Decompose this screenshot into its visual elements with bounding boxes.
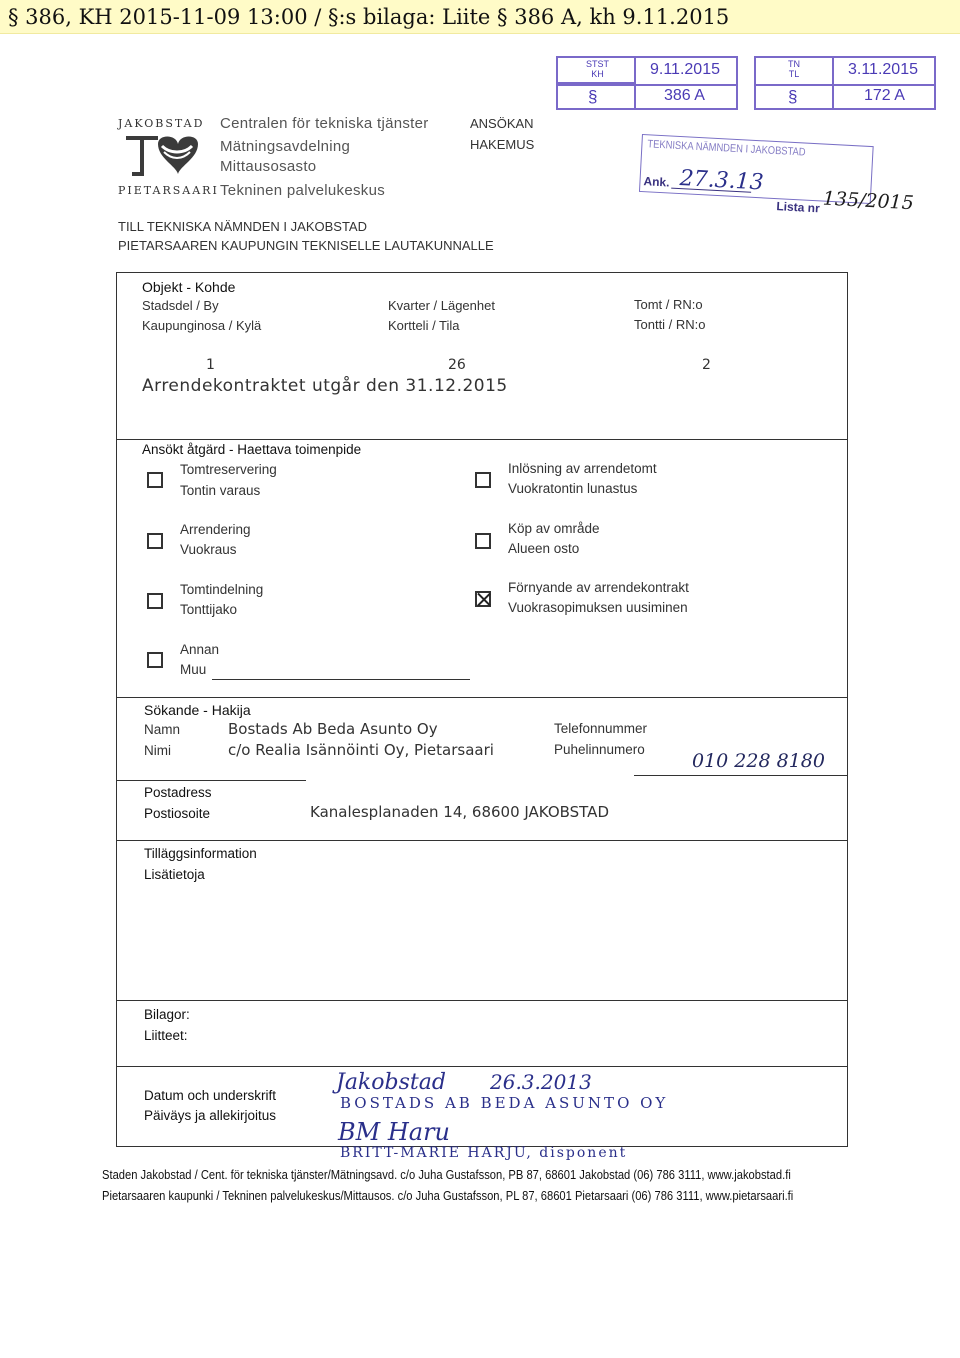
object-note: Arrendekontraktet utgår den 31.12.2015 (142, 376, 508, 396)
option-fornyande-fi: Vuokrasopimuksen uusiminen (508, 600, 688, 615)
logo-city-sv: JAKOBSTAD (118, 117, 205, 130)
dept-line-4: Tekninen palvelukeskus (220, 182, 386, 199)
stamp-left-section-symbol: § (588, 87, 598, 106)
option-tomtreservering-sv: Tomtreservering (180, 462, 277, 477)
signature-company: BOSTADS AB BEDA ASUNTO OY (340, 1094, 669, 1112)
stamp-right-org-top: TN (788, 59, 800, 69)
option-kop-fi: Alueen osto (508, 541, 580, 556)
checkbox-inlosning[interactable] (475, 472, 491, 488)
option-annan-sv: Annan (180, 642, 220, 657)
stamp-right-date: 3.11.2015 (848, 61, 918, 78)
dept-line-1: Centralen för tekniska tjänster (220, 115, 429, 132)
signature-label-fi: Päiväys ja allekirjoitus (144, 1108, 277, 1123)
stamp-left-org-top: STST (586, 59, 610, 69)
stamp-right-section-symbol: § (788, 87, 798, 106)
meeting-stamp-tl (754, 56, 936, 110)
object-label-plot-sv: Tomt / RN:o (634, 297, 703, 312)
signature-printed-name: BRITT-MARIE HARJU, disponent (340, 1145, 628, 1161)
stamp-left-date: 9.11.2015 (650, 61, 720, 78)
object-label-district-sv: Stadsdel / By (142, 298, 219, 313)
attachments-label-fi: Liitteet: (144, 1028, 188, 1043)
action-heading: Ansökt åtgärd - Haettava toimenpide (142, 442, 362, 457)
object-label-block-fi: Kortteli / Tila (388, 318, 460, 333)
option-kop-sv: Köp av område (508, 521, 600, 536)
doc-type-fi: HAKEMUS (470, 137, 535, 152)
option-arrendering-sv: Arrendering (180, 522, 251, 537)
stamp-right-section-no: 172 A (864, 87, 905, 104)
additional-info-label-sv: Tilläggsinformation (144, 846, 257, 861)
addressee-sv: TILL TEKNISKA NÄMNDEN I JAKOBSTAD (118, 219, 367, 234)
footer-line-fi: Pietarsaaren kaupunki / Tekninen palvelukeskus/Mittausos. c/o Juha Gustafsson, PL 87, 68601 Pietarsaari (06) 786 3111, www.pietarsaari.fi (102, 1188, 794, 1203)
option-tomtindelning-sv: Tomtindelning (180, 582, 264, 597)
received-lista-label: Lista nr (776, 199, 821, 216)
option-annan-fi: Muu (180, 662, 207, 677)
signature-place: Jakobstad (336, 1070, 446, 1095)
checkbox-kop-av-omrade[interactable] (475, 533, 491, 549)
option-inlosning-fi: Vuokratontin lunastus (508, 481, 638, 496)
received-ank-label: Ank. (643, 174, 670, 190)
object-heading: Objekt - Kohde (142, 279, 236, 295)
checkbox-tomtindelning[interactable] (147, 593, 163, 609)
meeting-stamp-kh (556, 56, 738, 110)
dept-line-3: Mittausosasto (220, 158, 317, 175)
doc-type-sv: ANSÖKAN (470, 116, 534, 131)
applicant-name-line2: c/o Realia Isännöinti Oy, Pietarsaari (228, 741, 494, 759)
option-inlosning-sv: Inlösning av arrendetomt (508, 461, 657, 476)
received-stamp (638, 134, 915, 226)
signature-label-sv: Datum och underskrift (144, 1088, 277, 1103)
checkbox-fornyande-checked[interactable] (475, 591, 491, 607)
applicant-address-value: Kanalesplanaden 14, 68600 JAKOBSTAD (310, 803, 609, 821)
applicant-phone-value: 010 228 8180 (692, 750, 825, 772)
applicant-phone-label-fi: Puhelinnumero (554, 742, 645, 757)
footer-line-sv: Staden Jakobstad / Cent. för tekniska tjänster/Mätningsavd. c/o Juha Gustafsson, PB 87, 68601 Jakobstad (06) 786 3111, www.jakobstad.fi (102, 1167, 791, 1182)
city-emblem-logo (118, 130, 213, 180)
option-tomtindelning-fi: Tonttijako (180, 602, 238, 617)
received-stamp-org: TEKNISKA NÄMNDEN I JAKOBSTAD (647, 138, 806, 159)
stamp-left-section-no: 386 A (664, 87, 705, 104)
checkbox-tomtreservering[interactable] (147, 472, 163, 488)
applicant-name-label-sv: Namn (144, 722, 181, 737)
received-lista-value: 135/2015 (822, 187, 915, 215)
attachments-label-sv: Bilagor: (144, 1007, 190, 1022)
option-tomtreservering-fi: Tontin varaus (180, 483, 261, 498)
addressee-fi: PIETARSAAREN KAUPUNGIN TEKNISELLE LAUTAKUNNALLE (118, 238, 494, 253)
signature-handwritten: BM Haru (338, 1118, 451, 1146)
applicant-name-label-fi: Nimi (144, 743, 171, 758)
applicant-phone-label-sv: Telefonnummer (554, 721, 648, 736)
additional-info-label-fi: Lisätietoja (144, 867, 205, 882)
stamp-right-org-bottom: TL (788, 69, 800, 79)
object-label-district-fi: Kaupunginosa / Kylä (142, 318, 262, 333)
applicant-name-line1: Bostads Ab Beda Asunto Oy (228, 720, 438, 738)
object-value-block: 26 (448, 357, 466, 373)
option-arrendering-fi: Vuokraus (180, 542, 237, 557)
object-value-district: 1 (206, 357, 215, 373)
checkbox-annan[interactable] (147, 652, 163, 668)
option-fornyande-sv: Förnyande av arrendekontrakt (508, 580, 689, 595)
dept-line-2: Mätningsavdelning (220, 138, 351, 155)
object-label-plot-fi: Tontti / RN:o (634, 317, 706, 332)
annan-input-line[interactable] (212, 679, 470, 680)
applicant-heading: Sökande - Hakija (144, 702, 251, 718)
applicant-address-label-sv: Postadress (144, 785, 212, 800)
header-bar (0, 0, 960, 34)
stamp-left-org-bottom: KH (591, 69, 604, 79)
signature-date: 26.3.2013 (490, 1070, 592, 1094)
object-value-plot: 2 (702, 357, 711, 373)
received-ank-value: 27.3.13 (679, 166, 765, 196)
header-bar-text: § 386, KH 2015-11-09 13:00 / §:s bilaga: Liite § 386 A, kh 9.11.2015 (8, 5, 730, 29)
applicant-address-label-fi: Postiosoite (144, 806, 211, 821)
checkbox-arrendering[interactable] (147, 533, 163, 549)
object-label-block-sv: Kvarter / Lägenhet (388, 298, 495, 313)
logo-city-fi: PIETARSAARI (118, 184, 219, 197)
